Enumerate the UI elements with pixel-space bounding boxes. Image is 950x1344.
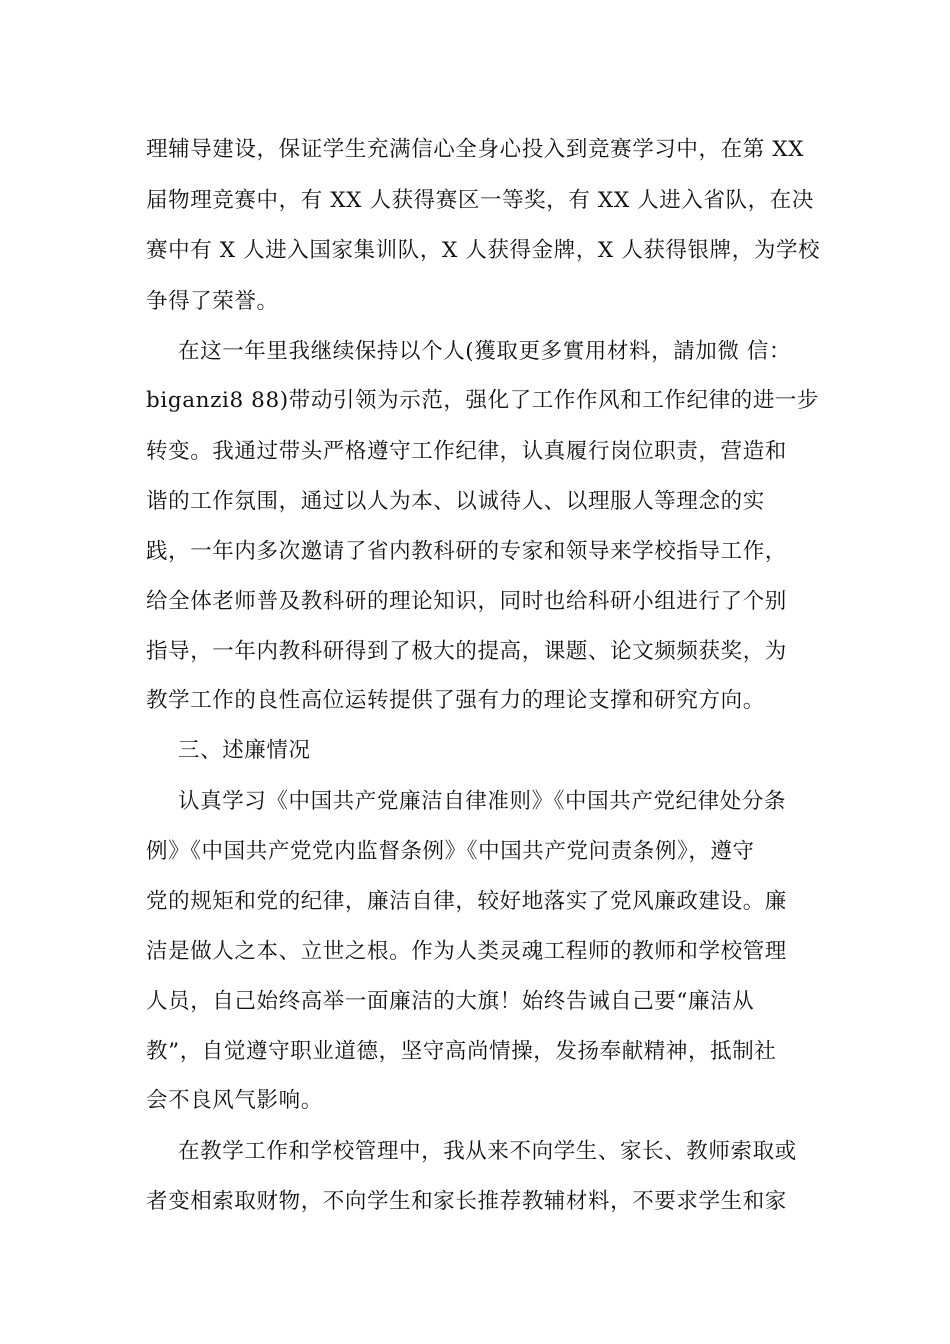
paragraph-line: biganzi8 88)带动引领为示范，强化了工作作风和工作纪律的进一步 xyxy=(146,388,820,413)
paragraph-line: 者变相索取财物，不向学生和家长推荐教辅材料，不要求学生和家 xyxy=(146,1189,787,1214)
paragraph-line: 届物理竞赛中，有 XX 人获得赛区一等奖，有 XX 人进入省队，在决 xyxy=(146,188,814,213)
section-heading: 三、述廉情况 xyxy=(178,738,311,763)
paragraph-line: 党的规矩和党的纪律，廉洁自律，较好地落实了党风廉政建设。廉 xyxy=(146,889,787,914)
paragraph-line: 洁是做人之本、立世之根。作为人类灵魂工程师的教师和学校管理 xyxy=(146,939,787,964)
paragraph-line: 会不良风气影响。 xyxy=(146,1088,323,1113)
paragraph-line: 在这一年里我继续保持以个人(獲取更多實用材料，請加微 信： xyxy=(178,339,792,364)
paragraph-line: 指导，一年内教科研得到了极大的提高，课题、论文频频获奖，为 xyxy=(146,639,787,664)
paragraph-line: 教学工作的良性高位运转提供了强有力的理论支撑和研究方向。 xyxy=(146,688,765,713)
paragraph-line: 理辅导建设，保证学生充满信心全身心投入到竞赛学习中，在第 XX xyxy=(146,137,805,162)
paragraph-line: 赛中有 X 人进入国家集训队，X 人获得金牌，X 人获得银牌，为学校 xyxy=(146,238,821,263)
paragraph-line: 转变。我通过带头严格遵守工作纪律，认真履行岗位职责，营造和 xyxy=(146,439,787,464)
paragraph-line: 谐的工作氛围，通过以人为本、以诚待人、以理服人等理念的实 xyxy=(146,489,765,514)
paragraph-line: 例》《中国共产党党内监督条例》《中国共产党问责条例》，遵守 xyxy=(146,839,755,864)
paragraph-line: 践，一年内多次邀请了省内教科研的专家和领导来学校指导工作， xyxy=(146,539,787,564)
paragraph-line: 认真学习《中国共产党廉洁自律准则》《中国共产党纪律处分条 xyxy=(178,789,787,814)
paragraph-line: 给全体老师普及教科研的理论知识，同时也给科研小组进行了个别 xyxy=(146,589,787,614)
paragraph-line: 争得了荣誉。 xyxy=(146,289,279,314)
paragraph-line: 人员，自己始终高举一面廉洁的大旗！始终告诫自己要“廉洁从 xyxy=(146,989,755,1014)
paragraph-line: 教”，自觉遵守职业道德，坚守高尚情操，发扬奉献精神，抵制社 xyxy=(146,1039,777,1064)
paragraph-line: 在教学工作和学校管理中，我从来不向学生、家长、教师索取或 xyxy=(178,1139,797,1164)
